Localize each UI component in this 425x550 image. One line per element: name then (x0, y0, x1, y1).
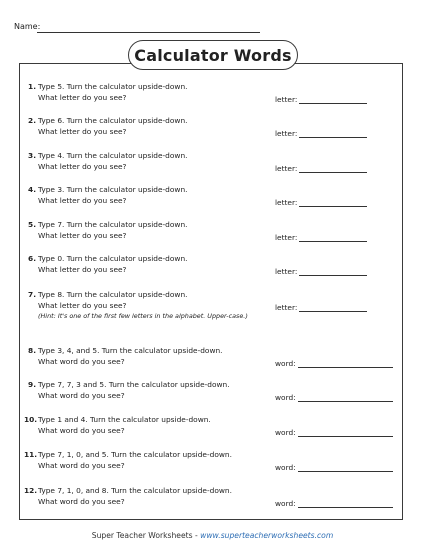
answer-label: letter: (275, 198, 298, 207)
answer-field[interactable] (275, 428, 375, 437)
question-instruction: Type 5. Turn the calculator upside-down. (38, 82, 188, 91)
question-instruction: Type 8. Turn the calculator upside-down. (38, 290, 188, 299)
answer-label: letter: (275, 267, 298, 276)
question-number: 12. (24, 486, 38, 495)
answer-field[interactable] (275, 463, 375, 472)
question-number: 5. (28, 220, 36, 229)
question-instruction: Type 7, 1, 0, and 5. Turn the calculator upside-down. (38, 450, 232, 459)
answer-blank-line[interactable] (298, 393, 393, 402)
question-number: 9. (28, 380, 36, 389)
question-prompt: What letter do you see? (38, 162, 127, 171)
question-prompt: What word do you see? (38, 497, 125, 506)
question-text (38, 150, 288, 172)
answer-blank-line[interactable] (298, 499, 393, 508)
answer-blank-line[interactable] (299, 198, 367, 207)
answer-blank-line[interactable] (298, 428, 393, 437)
answer-field[interactable] (275, 499, 375, 508)
answer-blank-line[interactable] (298, 463, 393, 472)
question-text (38, 485, 288, 507)
question-number: 1. (28, 82, 36, 91)
answer-field[interactable] (275, 303, 375, 312)
worksheet-title: Calculator Words (128, 40, 298, 70)
answer-field[interactable] (275, 393, 375, 402)
answer-field[interactable] (275, 267, 375, 276)
footer-brand: Super Teacher Worksheets (91, 531, 193, 540)
answer-field[interactable] (275, 129, 375, 138)
question-instruction: Type 3, 4, and 5. Turn the calculator upside-down. (38, 346, 223, 355)
question-instruction: Type 7. Turn the calculator upside-down. (38, 220, 188, 229)
answer-blank-line[interactable] (299, 233, 367, 242)
question-instruction: Type 3. Turn the calculator upside-down. (38, 185, 188, 194)
question-prompt: What letter do you see? (38, 301, 127, 310)
question-prompt: What word do you see? (38, 461, 125, 470)
answer-field[interactable] (275, 359, 375, 368)
answer-label: word: (275, 428, 296, 437)
answer-field[interactable] (275, 233, 375, 242)
answer-field[interactable] (275, 164, 375, 173)
question-instruction: Type 4. Turn the calculator upside-down. (38, 151, 188, 160)
question-text (38, 379, 288, 401)
footer (0, 531, 425, 540)
answer-label: letter: (275, 164, 298, 173)
question-prompt: What word do you see? (38, 357, 125, 366)
name-blank-line[interactable] (37, 32, 260, 33)
question-prompt: What letter do you see? (38, 127, 127, 136)
question-number: 8. (28, 346, 36, 355)
question-number: 4. (28, 185, 36, 194)
question-number: 10. (24, 415, 38, 424)
question-instruction: Type 1 and 4. Turn the calculator upside-down. (38, 415, 211, 424)
footer-separator: - (192, 531, 201, 540)
question-hint: (Hint: It's one of the first few letters in the alphabet. Upper-case.) (38, 312, 248, 320)
answer-label: letter: (275, 129, 298, 138)
question-instruction: Type 7, 7, 3 and 5. Turn the calculator upside-down. (38, 380, 230, 389)
question-prompt: What letter do you see? (38, 93, 127, 102)
question-instruction: Type 7, 1, 0, and 8. Turn the calculator upside-down. (38, 486, 232, 495)
question-number: 3. (28, 151, 36, 160)
question-number: 11. (24, 450, 38, 459)
answer-blank-line[interactable] (298, 359, 393, 368)
answer-label: word: (275, 393, 296, 402)
name-field[interactable] (14, 22, 40, 31)
question-text (38, 115, 288, 137)
question-number: 2. (28, 116, 36, 125)
question-text (38, 253, 288, 275)
question-prompt: What letter do you see? (38, 231, 127, 240)
answer-label: word: (275, 499, 296, 508)
question-text (38, 289, 288, 321)
question-text (38, 414, 288, 436)
question-number: 7. (28, 290, 36, 299)
answer-label: word: (275, 463, 296, 472)
answer-label: letter: (275, 303, 298, 312)
answer-label: letter: (275, 233, 298, 242)
answer-blank-line[interactable] (299, 164, 367, 173)
answer-blank-line[interactable] (299, 303, 367, 312)
answer-blank-line[interactable] (299, 267, 367, 276)
question-text (38, 184, 288, 206)
answer-label: word: (275, 359, 296, 368)
question-prompt: What word do you see? (38, 391, 125, 400)
question-text (38, 81, 288, 103)
question-prompt: What letter do you see? (38, 196, 127, 205)
answer-field[interactable] (275, 198, 375, 207)
question-prompt: What letter do you see? (38, 265, 127, 274)
question-prompt: What word do you see? (38, 426, 125, 435)
question-text (38, 345, 288, 367)
answer-blank-line[interactable] (299, 95, 367, 104)
footer-url-link[interactable]: www.superteacherworksheets.com (200, 531, 334, 540)
answer-field[interactable] (275, 95, 375, 104)
question-instruction: Type 0. Turn the calculator upside-down. (38, 254, 188, 263)
name-label: Name: (14, 22, 41, 31)
question-text (38, 449, 288, 471)
question-text (38, 219, 288, 241)
answer-blank-line[interactable] (299, 129, 367, 138)
question-instruction: Type 6. Turn the calculator upside-down. (38, 116, 188, 125)
answer-label: letter: (275, 95, 298, 104)
question-number: 6. (28, 254, 36, 263)
